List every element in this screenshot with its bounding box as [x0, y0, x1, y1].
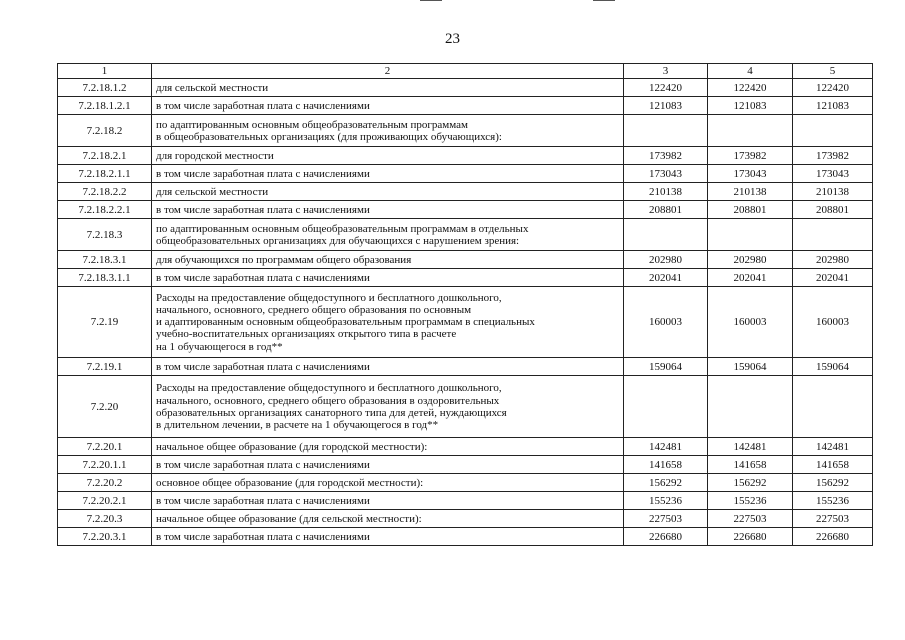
- row-value-col3: 202980: [624, 251, 708, 269]
- row-value-col4: 202980: [708, 251, 793, 269]
- row-value-col5: 142481: [793, 438, 873, 456]
- row-value-col4: [708, 219, 793, 251]
- table-row: [58, 528, 873, 546]
- row-value-col5: 202980: [793, 251, 873, 269]
- table-row: [58, 269, 873, 287]
- row-description: в том числе заработная плата с начислениями: [152, 528, 624, 546]
- row-code: 7.2.20: [58, 376, 152, 438]
- row-value-col3: 142481: [624, 438, 708, 456]
- column-header: 3: [624, 64, 708, 79]
- row-value-col4: 208801: [708, 201, 793, 219]
- table-row: [58, 165, 873, 183]
- row-description: Расходы на предоставление общедоступного и бесплатного дошкольного, начального, основного, среднего общего образования по основным и адаптированным основным общеобразовательным программам в специальных учебно-воспитательных организациях открытого типа в расчете на 1 обучающегося в год**: [152, 287, 624, 358]
- row-value-col5: 173982: [793, 147, 873, 165]
- row-description: в том числе заработная плата с начислениями: [152, 492, 624, 510]
- row-value-col5: 210138: [793, 183, 873, 201]
- table-row: [58, 115, 873, 147]
- row-code: 7.2.18.1.2: [58, 79, 152, 97]
- row-value-col4: 141658: [708, 456, 793, 474]
- row-code: 7.2.20.1.1: [58, 456, 152, 474]
- row-description: в том числе заработная плата с начислениями: [152, 97, 624, 115]
- row-code: 7.2.18.2.2: [58, 183, 152, 201]
- row-value-col4: [708, 115, 793, 147]
- row-value-col5: 155236: [793, 492, 873, 510]
- table-row: [58, 97, 873, 115]
- row-code: 7.2.18.2: [58, 115, 152, 147]
- row-description: начальное общее образование (для городской местности):: [152, 438, 624, 456]
- row-description: в том числе заработная плата с начислениями: [152, 456, 624, 474]
- row-value-col5: 208801: [793, 201, 873, 219]
- table-row: [58, 376, 873, 438]
- row-code: 7.2.20.1: [58, 438, 152, 456]
- row-value-col5: 160003: [793, 287, 873, 358]
- table-row: [58, 201, 873, 219]
- row-value-col3: 159064: [624, 358, 708, 376]
- row-value-col3: 156292: [624, 474, 708, 492]
- row-description: в том числе заработная плата с начислениями: [152, 201, 624, 219]
- table-row: [58, 147, 873, 165]
- column-header: 1: [58, 64, 152, 79]
- row-value-col5: 156292: [793, 474, 873, 492]
- row-description: для сельской местности: [152, 79, 624, 97]
- row-code: 7.2.19.1: [58, 358, 152, 376]
- row-code: 7.2.18.3.1.1: [58, 269, 152, 287]
- row-description: начальное общее образование (для сельской местности):: [152, 510, 624, 528]
- row-code: 7.2.20.3: [58, 510, 152, 528]
- row-value-col5: 173043: [793, 165, 873, 183]
- row-value-col3: [624, 376, 708, 438]
- row-value-col4: 122420: [708, 79, 793, 97]
- row-description: для обучающихся по программам общего образования: [152, 251, 624, 269]
- row-value-col3: 227503: [624, 510, 708, 528]
- row-code: 7.2.20.2.1: [58, 492, 152, 510]
- row-value-col3: 226680: [624, 528, 708, 546]
- row-description: в том числе заработная плата с начислениями: [152, 269, 624, 287]
- row-value-col4: 121083: [708, 97, 793, 115]
- header-row: [58, 64, 873, 79]
- table-row: [58, 474, 873, 492]
- row-value-col5: 226680: [793, 528, 873, 546]
- row-value-col3: 208801: [624, 201, 708, 219]
- row-description: в том числе заработная плата с начислениями: [152, 165, 624, 183]
- row-value-col4: 173043: [708, 165, 793, 183]
- table-row: [58, 79, 873, 97]
- row-code: 7.2.18.3.1: [58, 251, 152, 269]
- row-value-col3: 160003: [624, 287, 708, 358]
- row-value-col4: 173982: [708, 147, 793, 165]
- table-body: [58, 79, 873, 546]
- row-code: 7.2.18.2.2.1: [58, 201, 152, 219]
- page-number: 23: [445, 31, 460, 47]
- scan-mark-left: [420, 0, 442, 1]
- row-value-col5: [793, 376, 873, 438]
- row-value-col5: 121083: [793, 97, 873, 115]
- row-value-col3: [624, 115, 708, 147]
- row-value-col3: 210138: [624, 183, 708, 201]
- row-value-col3: 173043: [624, 165, 708, 183]
- row-value-col4: 160003: [708, 287, 793, 358]
- row-code: 7.2.20.3.1: [58, 528, 152, 546]
- column-header: 2: [152, 64, 624, 79]
- table-row: [58, 492, 873, 510]
- row-value-col3: [624, 219, 708, 251]
- row-value-col3: 173982: [624, 147, 708, 165]
- row-value-col5: 159064: [793, 358, 873, 376]
- table-row: [58, 219, 873, 251]
- row-value-col3: 141658: [624, 456, 708, 474]
- table-row: [58, 358, 873, 376]
- row-value-col5: [793, 219, 873, 251]
- row-value-col5: 141658: [793, 456, 873, 474]
- row-value-col5: 122420: [793, 79, 873, 97]
- row-description: для городской местности: [152, 147, 624, 165]
- row-code: 7.2.18.1.2.1: [58, 97, 152, 115]
- row-value-col4: 156292: [708, 474, 793, 492]
- table-row: [58, 456, 873, 474]
- row-value-col4: [708, 376, 793, 438]
- row-value-col3: 202041: [624, 269, 708, 287]
- row-description: по адаптированным основным общеобразовательным программам в общеобразовательных организациях (для проживающих обучающихся):: [152, 115, 624, 147]
- row-value-col4: 159064: [708, 358, 793, 376]
- row-description: Расходы на предоставление общедоступного и бесплатного дошкольного, начального, основного, среднего общего образования в оздоровительных образовательных организациях санаторного типа для детей, нуждающихся в длительном лечении, в расчете на 1 обучающегося в год**: [152, 376, 624, 438]
- row-value-col4: 142481: [708, 438, 793, 456]
- table-row: [58, 438, 873, 456]
- row-code: 7.2.18.3: [58, 219, 152, 251]
- row-code: 7.2.18.2.1: [58, 147, 152, 165]
- column-header: 4: [708, 64, 793, 79]
- table-row: [58, 510, 873, 528]
- row-code: 7.2.19: [58, 287, 152, 358]
- row-value-col3: 121083: [624, 97, 708, 115]
- scan-mark-right: [593, 0, 615, 1]
- data-table: [57, 63, 873, 546]
- row-value-col5: 227503: [793, 510, 873, 528]
- row-value-col4: 202041: [708, 269, 793, 287]
- row-value-col3: 122420: [624, 79, 708, 97]
- row-value-col4: 210138: [708, 183, 793, 201]
- row-description: для сельской местности: [152, 183, 624, 201]
- row-description: в том числе заработная плата с начислениями: [152, 358, 624, 376]
- table-row: [58, 183, 873, 201]
- row-value-col4: 227503: [708, 510, 793, 528]
- row-description: по адаптированным основным общеобразовательным программам в отдельных общеобразовательных организациях для обучающихся с нарушением зрения:: [152, 219, 624, 251]
- row-value-col3: 155236: [624, 492, 708, 510]
- row-code: 7.2.20.2: [58, 474, 152, 492]
- row-value-col4: 226680: [708, 528, 793, 546]
- row-description: основное общее образование (для городской местности):: [152, 474, 624, 492]
- table-row: [58, 287, 873, 358]
- row-value-col5: [793, 115, 873, 147]
- column-header: 5: [793, 64, 873, 79]
- table-row: [58, 251, 873, 269]
- row-value-col4: 155236: [708, 492, 793, 510]
- row-value-col5: 202041: [793, 269, 873, 287]
- row-code: 7.2.18.2.1.1: [58, 165, 152, 183]
